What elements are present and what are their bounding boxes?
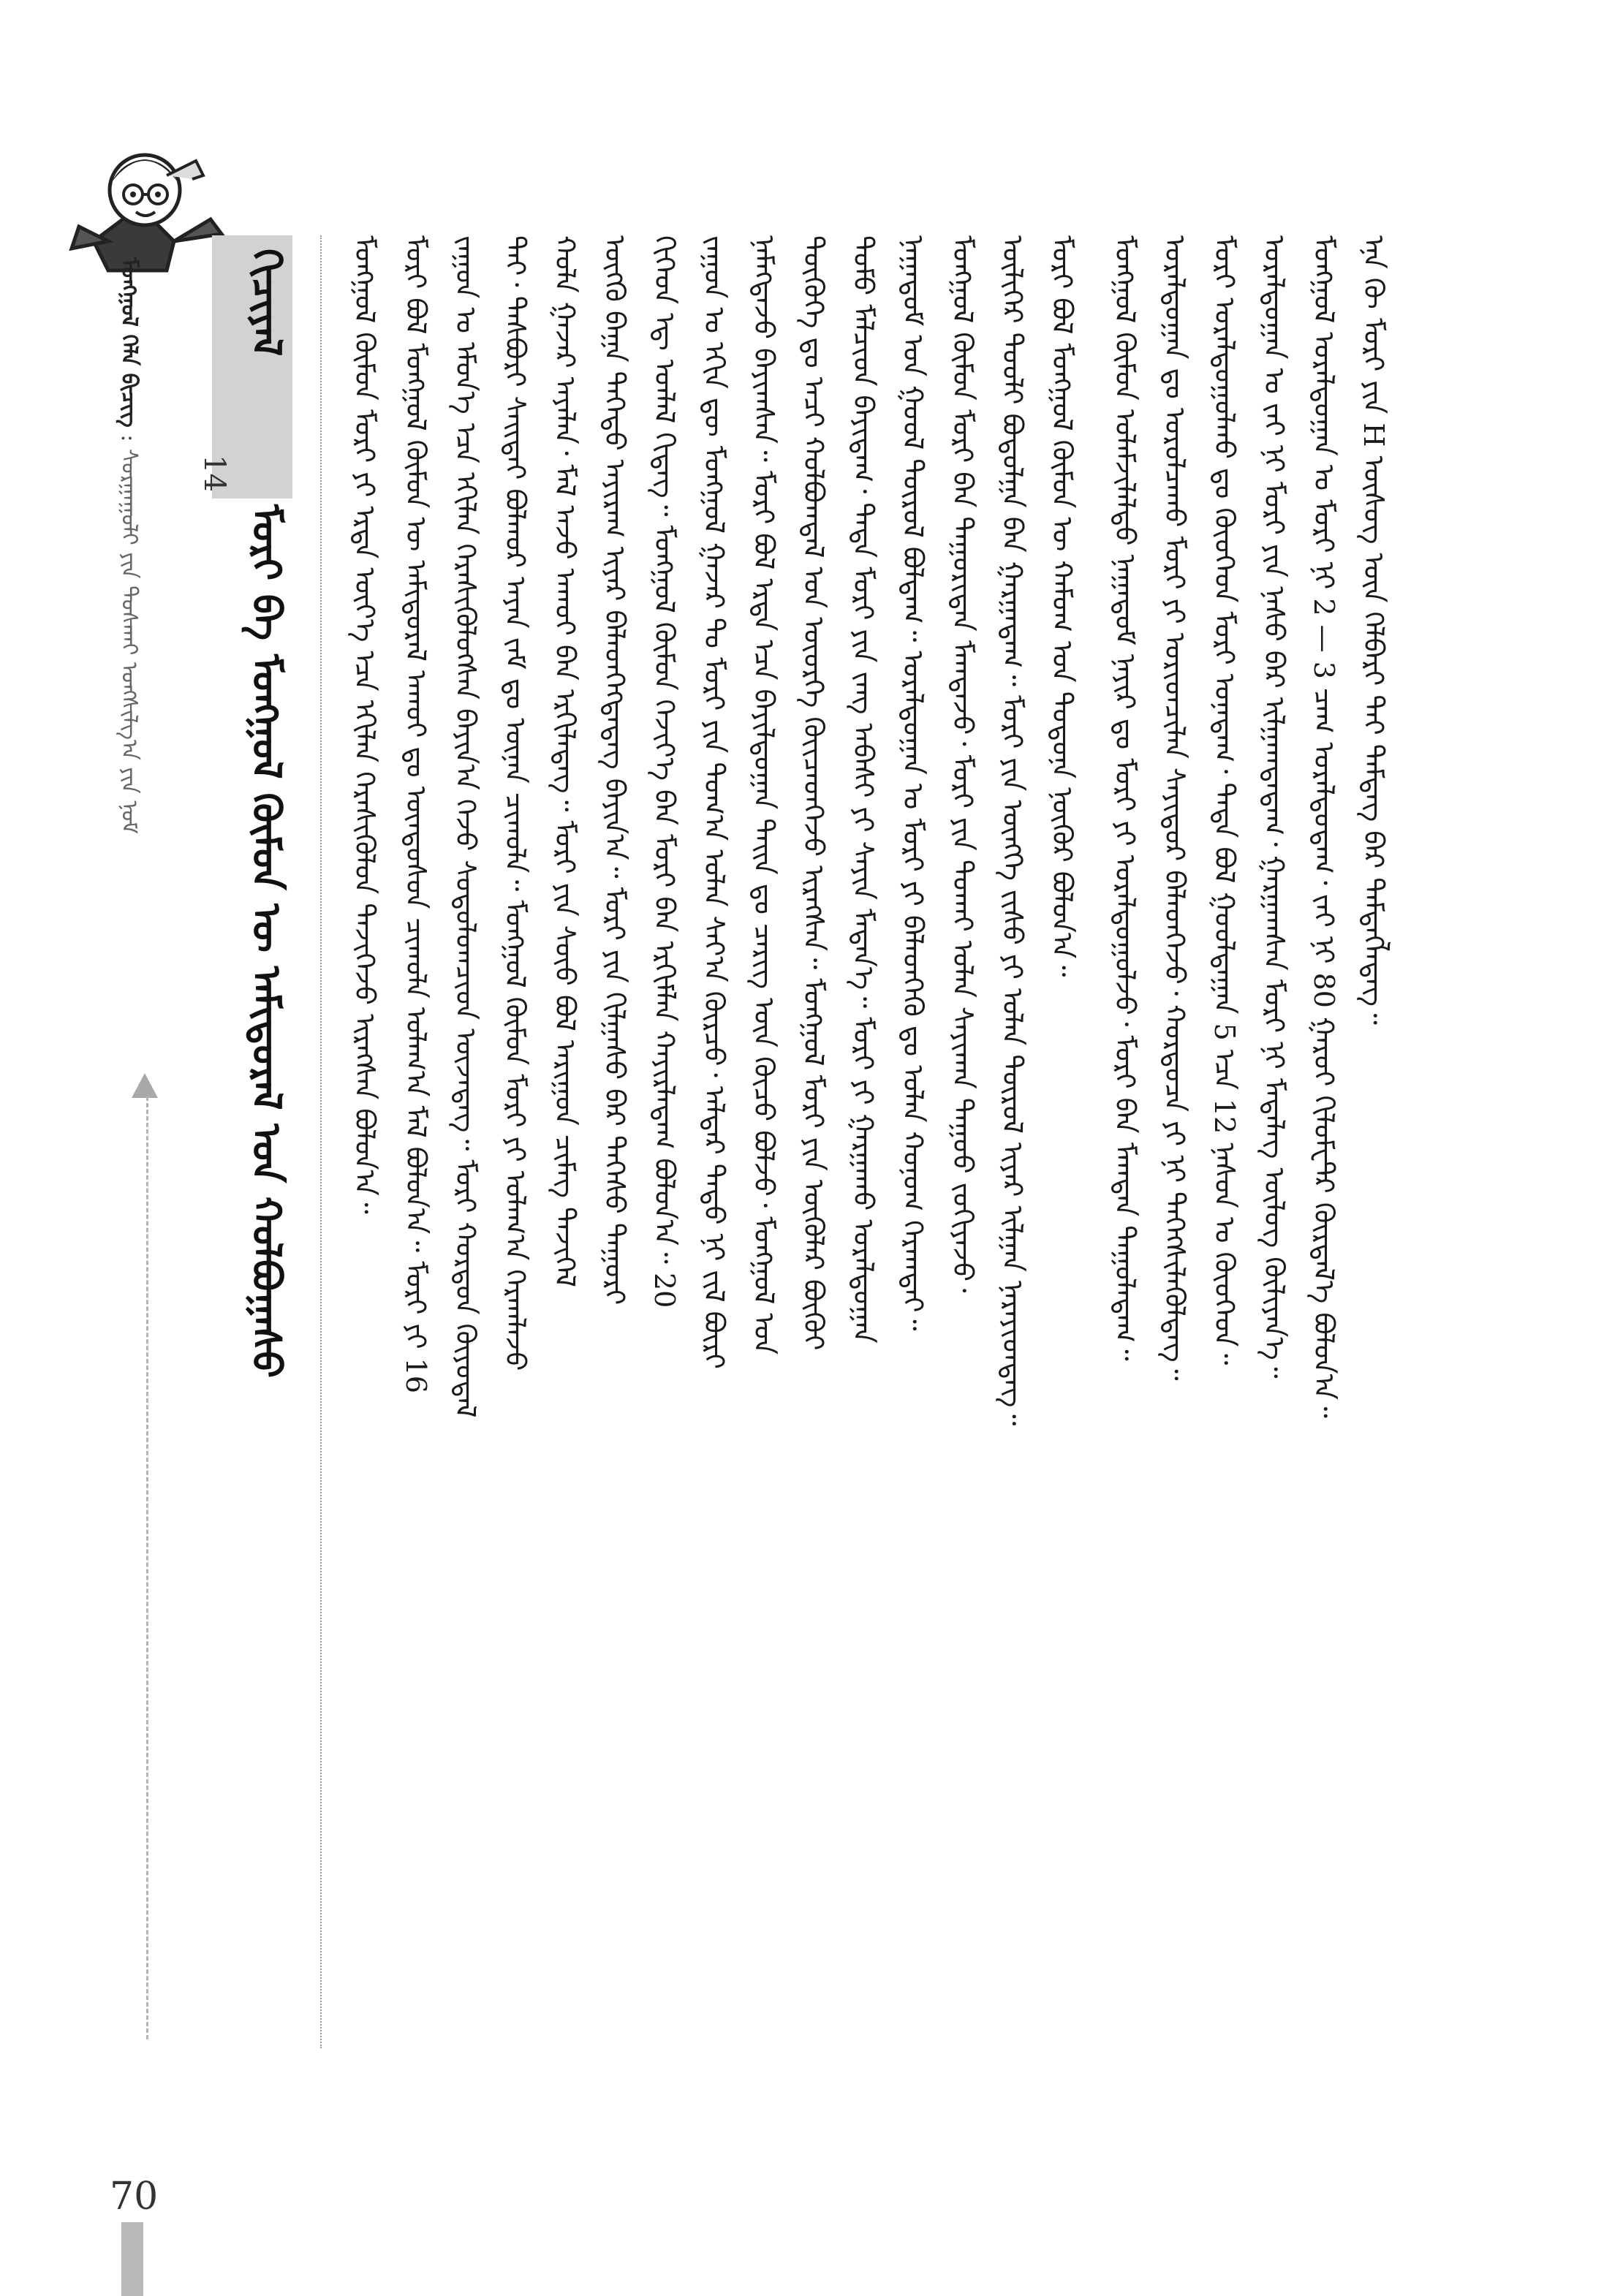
- body-column: ᠤᠷᠠᠯᠳᠤᠭᠠᠨ ᠤ ᠵᠠᠢ ᠨᠢ ᠮᠤᠷᠢ ᠶᠢᠨ ᠨᠠᠰᠤ ᠪᠠᠷ ᠢᠯᠭᠠᠭᠳᠠᠳᠠᠭ᠂ ᠭᠠᠷᠭᠠᠭᠰᠠᠨ ᠮᠤᠷᠢ ᠨᠢ ᠮᠡᠳᠡᠯᠡᠭ ᠦᠯᠦᠭ ᠬᠦᠯᠢᠶᠡᠨ᠎ᠡ᠃: [1258, 235, 1290, 1379]
- body-column: ᠨᠠᠭᠠᠳᠤᠮ ᠤᠨ ᠭᠣᠣᠯ ᠲᠦᠷᠦᠯ ᠪᠣᠯᠳᠠᠭ᠃ ᠤᠷᠠᠯᠳᠤᠭᠠᠨ ᠤ ᠮᠤᠷᠢ ᠶᠢ ᠪᠡᠯᠡᠳᠬᠡᠬᠦ ᠳᠤ ᠣᠯᠠᠨ ᠬᠣᠨᠤᠭ ᠬᠡᠷᠡᠭ᠍ᠲᠡᠢ᠃: [897, 235, 929, 1331]
- dashed-margin-rule: [146, 1096, 148, 2039]
- lesson-number: 14: [197, 455, 231, 492]
- body-column: ᠮᠣᠩᠭᠣᠯ ᠬᠦᠮᠦᠨ ᠮᠤᠷᠢ ᠪᠠᠨ ᠲᠠᠭᠤᠷᠢᠳᠠᠨ ᠮᠠᠭᠲᠠᠵᠤ᠂ ᠮᠤᠷᠢ ᠶᠢᠨ ᠲᠤᠬᠠᠢ ᠣᠯᠠᠨ ᠰᠠᠶᠢᠬᠠᠨ ᠳᠠᠭᠤᠤ ᠵᠣᠬᠢᠶᠠᠵᠤ᠂: [947, 235, 979, 1293]
- body-column: ᠬᠣᠯᠠ ᠭᠠᠵᠠᠷ ᠠᠶᠠᠯᠠᠨ᠂ ᠮᠠᠯ ᠠᠵᠤ ᠠᠬᠤᠢ ᠪᠠᠨ ᠡᠷᠬᠢᠯᠡᠳᠡᠭ᠃ ᠮᠤᠷᠢ ᠶᠢᠨ ᠰᠦᠦ ᠪᠣᠯ ᠠᠷᠢᠭᠤᠨ ᠴᠢᠮᠡᠭ ᠲᠡᠵᠢᠭᠡᠯ: [549, 235, 581, 1287]
- body-column: ᠮᠣᠩᠭᠣᠯ ᠤᠷᠠᠯᠳᠤᠭᠠᠨ ᠤ ᠮᠤᠷᠢ ᠨᠢ 2 — 3 ᠴᠠᠭ ᠤᠷᠠᠯᠳᠤᠳᠠᠭ᠂ ᠵᠠᠢ ᠨᠢ 80 ᠭᠠᠷᠤᠢ ᠬᠢᠯᠣᠮᠧᠲ᠋ᠷ ᠬᠦᠷᠲᠡᠯ᠎ᠡ ᠪᠣᠯᠤᠨ᠎ᠠ᠃: [1308, 235, 1340, 1418]
- series-title-strong: ᠮᠣᠩᠭᠣᠯ ᠬᠡᠯᠡ ᠪᠢᠴᠢᠭ: [116, 257, 142, 428]
- body-column: ᠦᠭᠬᠦ ᠪᠠᠭᠠ ᠲᠡᠭᠡᠳᠦ ᠠᠶᠢᠷᠠᠭ ᠢᠶᠠᠷ ᠪᠡᠯᠡᠳᠬᠡᠭᠳᠡᠳᠡᠭ ᠪᠠᠶᠢᠨ᠎ᠠ᠃ ᠮᠤᠷᠢ ᠶᠢᠨ ᠬᠢᠯᠭᠠᠰᠤ ᠪᠠᠷ ᠳᠡᠭᠡᠰᠦ ᠲᠠᠭᠤᠷᠢ: [599, 235, 631, 1306]
- page-number: 70: [110, 2175, 159, 2219]
- body-column: ᠤᠷᠠᠯᠳᠤᠭᠠᠨ ᠳᠤ ᠣᠷᠣᠯᠴᠠᠬᠤ ᠮᠤᠷᠢ ᠶᠢ ᠤᠷᠢᠳᠴᠢᠯᠠᠨ ᠰᠠᠶᠢᠲᠤᠷ ᠪᠡᠯᠡᠳᠬᠡᠵᠦ᠂ ᠬᠤᠷᠳᠤᠴᠠ ᠶᠢ ᠨᠢ ᠳᠡᠭᠡᠭᠰᠢᠯᠡᠭᠦᠯᠳᠡᠭ᠃: [1159, 235, 1191, 1381]
- body-column: ᠲᠦᠭᠦᠬᠡ ᠳᠤ ᠠᠴᠢ ᠬᠣᠯᠪᠣᠭᠳᠠᠯ ᠤᠨ ᠦᠦᠷᠭᠡ ᠭᠦᠢᠴᠡᠳᠭᠡᠵᠦ ᠢᠷᠡᠭᠰᠡᠨ᠃ ᠮᠣᠩᠭᠣᠯ ᠮᠤᠷᠢ ᠶᠢᠨ ᠦᠭᠦᠯᠡᠷ ᠪᠦᠬᠦᠢ: [798, 235, 830, 1351]
- lesson-title: ᠮᠤᠷᠢ ᠪᠠ ᠮᠣᠩᠭᠣᠯ ᠬᠦᠮᠦᠨ ᠦ ᠠᠮᠢᠳᠤᠷᠠᠯ ᠤᠨ ᠬᠣᠯᠪᠣᠭᠠᠰᠤ: [243, 504, 290, 1379]
- body-column: ᠲᠣᠮᠣ ᠮᠠᠯᠴᠢᠳ ᠪᠠᠶᠢᠳᠠᠭ᠂ ᠲᠡᠳᠡ ᠮᠤᠷᠢ ᠶᠢᠨ ᠵᠠᠩ ᠠᠪᠠᠰᠢ ᠶᠢ ᠰᠠᠶᠢᠨ ᠮᠡᠳᠡᠨ᠎ᠡ᠃ ᠮᠤᠷᠢ ᠶᠢ ᠭᠠᠷᠭᠠᠬᠤ ᠤᠷᠠᠯᠳᠤᠭᠠᠨ: [847, 235, 879, 1344]
- side-tab-bar: [121, 2222, 143, 2296]
- body-column: ᠮᠤᠷᠢ ᠪᠣᠯ ᠮᠣᠩᠭᠣᠯ ᠬᠦᠮᠦᠨ ᠦ ᠬᠠᠮᠤᠭ ᠤᠨ ᠳᠣᠲᠣᠨᠠ ᠨᠥᠬᠥᠷ ᠪᠣᠯᠤᠨ᠎ᠠ᠃: [1046, 235, 1078, 977]
- body-column: ᠡᠨᠡ ᠬᠦ ᠮᠤᠷᠢ ᠶᠢᠨ H ᠦᠰᠦᠭ ᠦᠨ ᠬᠡᠯᠪᠡᠷᠢ ᠲᠠᠢ ᠲᠡᠮᠳᠡᠭ ᠪᠡᠷ ᠲᠡᠮᠳᠡᠭᠯᠡᠳᠡᠭ᠃: [1358, 235, 1390, 1025]
- body-column: ᠮᠣᠩᠭᠣᠯ ᠬᠦᠮᠦᠨ ᠮᠤᠷᠢ ᠶᠢ ᠡᠷᠲᠡ ᠦᠶ᠎ᠡ ᠡᠴᠡ ᠡᠬᠢᠯᠡᠨ ᠭᠡᠷᠡᠰᠢᠭᠦᠯᠦᠨ ᠲᠡᠵᠢᠭᠡᠵᠦ ᠢᠷᠡᠭᠰᠡᠨ ᠪᠣᠯᠤᠨ᠎ᠠ᠃: [349, 235, 381, 1214]
- body-column: ᠲᠠᠢ᠂ ᠲᠡᠰᠪᠦᠷᠢ ᠰᠠᠢᠲᠠᠢ ᠪᠣᠯᠬᠣᠷ ᠠᠶᠠᠨ ᠵᠠᠮ ᠳᠤ ᠦᠨᠡᠨ ᠴᠢᠬᠤᠯᠠ᠃ ᠮᠣᠩᠭᠣᠯ ᠬᠦᠮᠦᠨ ᠮᠤᠷᠢ ᠶᠢ ᠤᠯᠠᠭ᠎ᠠ ᠬᠡᠷᠡᠭ᠍ᠯᠡᠵᠦ: [499, 235, 531, 1371]
- body-column: ᠭᠢᠭᠡᠳ ᠡᠳ᠋ ᠡᠳᠯᠡᠯ ᠬᠢᠳᠡᠭ᠃ ᠮᠣᠩᠭᠣᠯ ᠬᠦᠮᠦᠨ ᠬᠡᠵᠢᠶ᠎ᠡ ᠪᠡᠨ ᠮᠤᠷᠢ ᠪᠡᠨ ᠡᠷᠬᠢᠮᠯᠡᠨ ᠬᠠᠶᠢᠷᠯᠠᠳᠠᠭ ᠪᠣᠯᠤᠨ᠎ᠠ᠃ 20: [648, 235, 681, 1308]
- series-title-soft: ᠰᠤᠷᠭᠠᠭᠤᠯᠢ ᠶᠢᠨ ᠲᠤᠰᠬᠠᠢ ᠤᠩᠱᠢᠯᠭ᠎ᠠ ᠶᠢᠨ ᠨᠣᠮ: [116, 449, 142, 834]
- body-column: ᠦᠯᠢᠭᠡᠷ ᠲᠤᠤᠯᠢ ᠪᠣᠳᠣᠯᠭᠠ ᠪᠠᠨ ᠭᠠᠷᠭᠠᠳᠠᠭ᠃ ᠮᠤᠷᠢ ᠶᠢᠨ ᠦᠩᠭᠡ ᠵᠢᠰᠦ ᠶᠢ ᠣᠯᠠᠨ ᠲᠥᠷᠥᠯ ᠢᠶᠡᠷ ᠢᠯᠭᠠᠨ ᠨᠡᠷᠡᠶᠢᠳᠳᠡᠭ᠃: [996, 235, 1029, 1426]
- body-column: ᠨᠡᠮᠡᠭᠳᠡᠵᠦ ᠪᠠᠶᠢᠭᠰᠠᠨ᠃ ᠮᠤᠷᠢ ᠪᠣᠯ ᠡᠷᠲᠡ ᠡᠴᠡ ᠪᠠᠶᠢᠯᠳᠤᠭᠠᠨ ᠳᠠᠢᠨ ᠳᠤ ᠴᠡᠷᠢᠭ ᠦᠨ ᠬᠦᠴᠦ ᠪᠣᠯᠵᠤ᠂ ᠮᠣᠩᠭᠣᠯ ᠤᠨ: [748, 235, 780, 1355]
- lesson-label: ᠬᠢᠴᠢᠶᠡᠯ: [243, 249, 290, 357]
- body-column: ᠮᠣᠩᠭᠣᠯ ᠬᠦᠮᠦᠨ ᠤᠯᠠᠮᠵᠢᠯᠠᠯᠲᠤ ᠨᠠᠭᠠᠳᠤᠮ ᠨᠠᠶᠢᠷ ᠳᠤ ᠮᠤᠷᠢ ᠶᠢ ᠤᠷᠠᠯᠳᠤᠭᠤᠯᠵᠤ᠂ ᠮᠤᠷᠢ ᠪᠠᠨ ᠮᠠᠭᠲᠠᠨ ᠳᠠᠭᠤᠯᠠᠳᠠᠭ᠃: [1109, 235, 1141, 1361]
- heading-separator: [320, 235, 322, 2048]
- body-column: ᠮᠤᠷᠢ ᠤᠷᠠᠯᠳᠤᠭᠤᠯᠬᠤ ᠳᠤ ᠬᠦᠦᠬᠡᠳ ᠮᠤᠷᠢ ᠤᠨᠠᠳᠠᠭ᠂ ᠲᠡᠳᠡ ᠪᠣᠯ ᠭᠣᠣᠯᠳᠠᠭᠠᠨ 5 ᠡᠴᠡ 12 ᠨᠠᠰᠤᠨ ᠤ ᠬᠦᠦᠬᠡᠳ᠃: [1208, 235, 1241, 1365]
- body-column: ᠮᠤᠷᠢ ᠪᠣᠯ ᠮᠣᠩᠭᠣᠯ ᠬᠦᠮᠦᠨ ᠦ ᠠᠮᠢᠳᠤᠷᠠᠯ ᠠᠬᠤᠢ ᠳᠤ ᠦᠨᠳᠦᠰᠦᠨ ᠴᠢᠬᠤᠯᠠ ᠤᠯᠠᠭ᠎ᠠ ᠮᠠᠯ ᠪᠣᠯᠤᠨ᠎ᠠ᠃ ᠮᠤᠷᠢ ᠶᠢ 16: [400, 235, 432, 1394]
- triangle-marker-icon: [132, 1073, 158, 1098]
- body-column: ᠵᠠᠭᠤᠨ ᠤ ᠡᠬᠢᠨ ᠳᠦ ᠮᠣᠩᠭᠣᠯ ᠭᠠᠵᠠᠷ ᠲᠤ ᠮᠤᠷᠢ ᠶᠢᠨ ᠲᠣᠭ᠎ᠠ ᠣᠯᠠᠨ ᠰᠠᠶ᠎ᠠ ᠬᠦᠷᠴᠦ᠂ ᠠᠯᠳᠠᠷ ᠲᠡᠳᠦ ᠨᠢ ᠵᠢᠯ ᠪᠦᠷᠢ: [698, 235, 730, 1369]
- series-title: ᠮᠣᠩᠭᠣᠯ ᠬᠡᠯᠡ ᠪᠢᠴᠢᠭ : ᠰᠤᠷᠭᠠᠭᠤᠯᠢ ᠶᠢᠨ ᠲᠤᠰᠬᠠᠢ ᠤᠩᠱᠢᠯᠭ᠎ᠠ ᠶᠢᠨ ᠨᠣᠮ: [116, 257, 142, 834]
- body-column: ᠵᠠᠭᠤᠨ ᠤ ᠡᠮᠦᠨ᠎ᠡ ᠡᠴᠡ ᠡᠬᠢᠯᠡᠨ ᠭᠡᠷᠡᠰᠢᠭᠦᠯᠦᠭᠰᠡᠨ ᠪᠠᠶᠢᠨ᠎ᠠ ᠭᠡᠵᠦ ᠰᠤᠳᠤᠯᠤᠭᠴᠢᠳ ᠦᠵᠡᠳᠡᠭ᠃ ᠮᠤᠷᠢ ᠬᠤᠷᠳᠤᠨ ᠭᠦᠶᠦᠳᠡᠯ: [450, 235, 482, 1418]
